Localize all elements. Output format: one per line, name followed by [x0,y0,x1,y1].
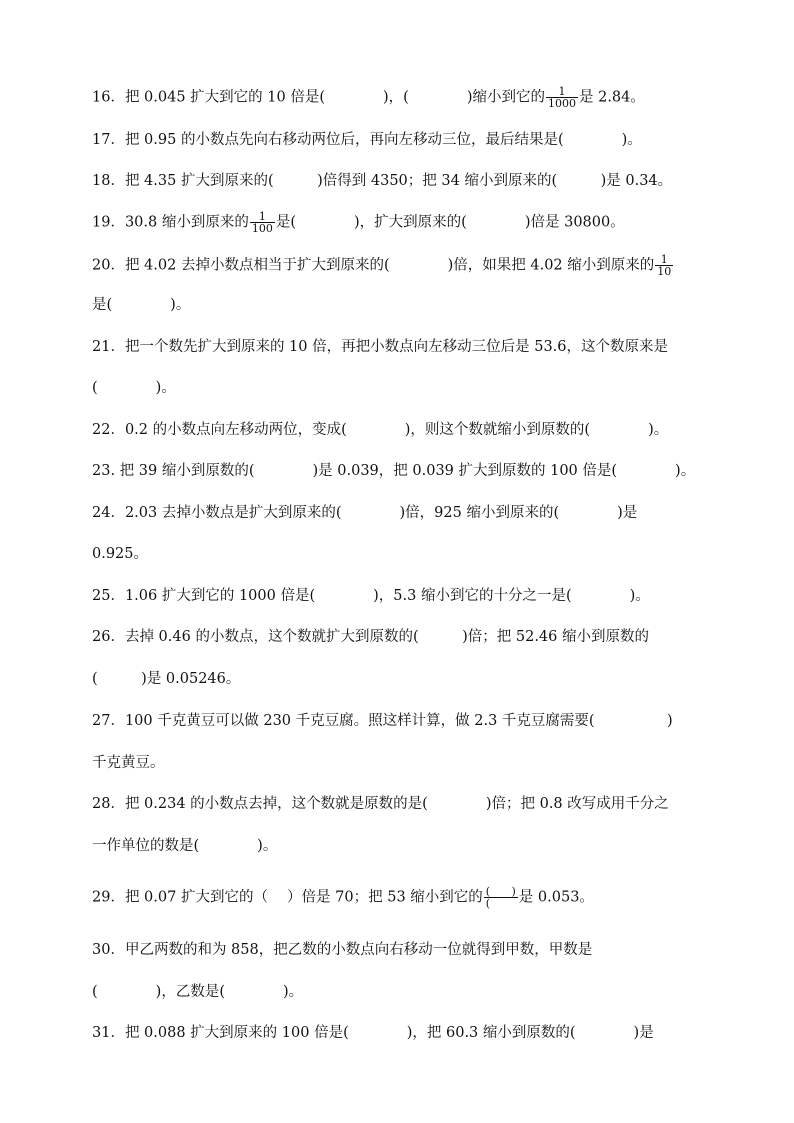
problem-19-text: 19．30.8 缩小到原来的 [92,214,249,231]
problem-30-line2: ( )，乙数是( )。 [92,984,304,1000]
problem-16-text-end: 是 2.84。 [578,89,645,106]
problem-26-line2: ( )是 0.05246。 [92,671,241,687]
problem-23: 23. 把 39 缩小到原数的( )是 0.039，把 0.039 扩大到原数的 100 倍是( )。 [92,463,696,479]
problem-30: 30．甲乙两数的和为 858，把乙数的小数点向右移动一位就得到甲数，甲数是 [92,942,593,958]
problem-28-line2: 一作单位的数是( )。 [92,838,278,854]
problem-27: 27．100 千克黄豆可以做 230 千克豆腐。照这样计算，做 2.3 千克豆腐需要( ) [92,713,673,729]
problem-28: 28．把 0.234 的小数点去掉，这个数就是原数的是( )倍；把 0.8 改写成用千分之 [92,796,669,812]
problem-24-line2: 0.925。 [92,546,149,562]
problem-19-text-end: 是( )，扩大到原来的( )倍是 30800。 [275,214,625,231]
problem-21: 21．把一个数先扩大到原来的 10 倍，再把小数点向左移动三位后是 53.6，这个数原来是 [92,339,669,355]
problem-16-text: 16．把 0.045 扩大到它的 10 倍是( )，( )缩小到它的 [92,89,545,106]
problem-21-line2: ( )。 [92,380,176,396]
fraction-1-100: $\frac{1}{100}$ [251,210,273,235]
problem-27-line2: 千克黄豆。 [92,755,165,771]
problem-29-text-end: 是 0.053。 [518,889,594,906]
problem-29-text: 29．把 0.07 扩大到它的（ ）倍是 70；把 53 缩小到它的 [92,889,483,906]
fraction-1-10: $\frac{1}{10}$ [657,253,672,278]
problem-22: 22．0.2 的小数点向左移动两位，变成( )，则这个数就缩小到原数的( )。 [92,422,669,438]
problem-25: 25．1.06 扩大到它的 1000 倍是( )，5.3 缩小到它的十分之一是( )。 [92,588,650,604]
blank-fraction [484,886,518,909]
problem-20-line2: 是( )。 [92,297,191,313]
problem-29 [92,886,594,909]
fraction-1-1000: $\frac{1}{1000}$ [547,85,576,110]
problem-20 [92,254,674,277]
problem-19 [92,211,625,234]
problem-16 [92,86,645,109]
problem-17: 17．把 0.95 的小数点先向右移动两位后，再向左移动三位，最后结果是( )。 [92,132,642,148]
problem-20-text: 20．把 4.02 去掉小数点相当于扩大到原来的( )倍，如果把 4.02 缩小到原来的 [92,257,655,274]
problem-18: 18．把 4.35 扩大到原来的( )倍得到 4350；把 34 缩小到原来的( )是 0.34。 [92,173,673,189]
problem-24: 24．2.03 去掉小数点是扩大到原来的( )倍，925 缩小到原来的( )是 [92,505,638,521]
problem-31: 31．把 0.088 扩大到原来的 100 倍是( )，把 60.3 缩小到原数的( )是 [92,1025,654,1041]
problem-26: 26．去掉 0.46 的小数点，这个数就扩大到原数的( )倍；把 52.46 缩小到原数的 [92,629,649,645]
